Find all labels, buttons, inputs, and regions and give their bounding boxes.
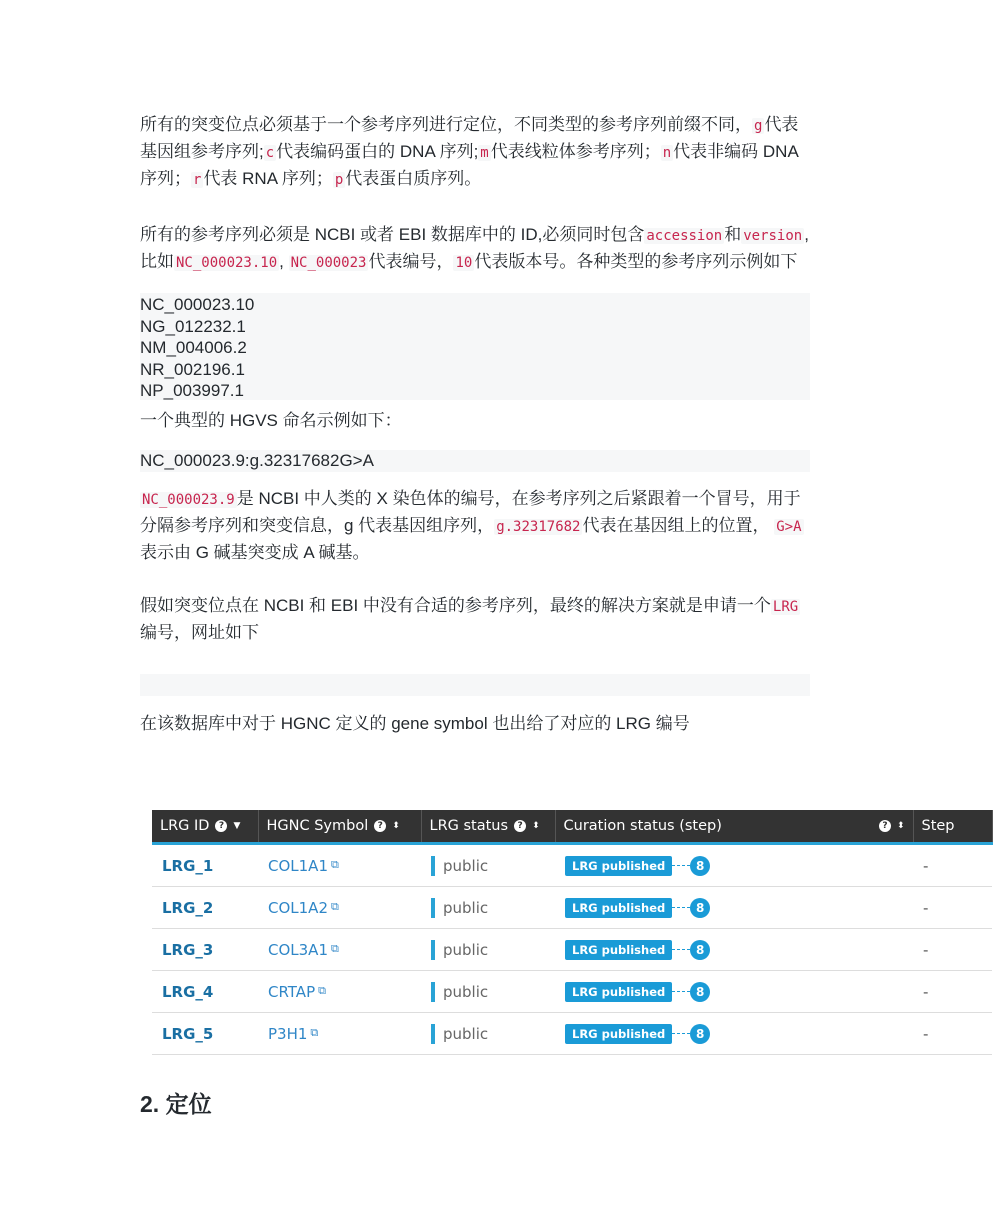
curation-badge: LRG published [565, 898, 672, 918]
status-bar [431, 898, 435, 918]
text: , [279, 252, 289, 271]
code-m: m [480, 145, 489, 161]
text: 代表非编码 DNA 序列； [140, 142, 798, 188]
code-lrg: LRG [772, 599, 799, 615]
text: 代表版本号。各种类型的参考序列示例如下 [474, 252, 798, 271]
status-bar [431, 982, 435, 1002]
connector [672, 865, 690, 866]
help-icon[interactable]: ? [514, 820, 526, 832]
step-number: 8 [690, 982, 710, 1002]
column-header-lrg-id[interactable] [152, 810, 258, 844]
code-r: r [193, 172, 202, 188]
curation-badge: LRG published [565, 1024, 672, 1044]
lrg-status: public [443, 1024, 489, 1043]
curation-badge: LRG published [565, 940, 672, 960]
sort-icon[interactable]: ⬍ [896, 821, 905, 831]
connector [672, 907, 690, 908]
column-header-hgnc-symbol[interactable] [258, 810, 421, 844]
hgnc-symbol-link[interactable]: COL1A1 [268, 856, 328, 875]
table-row [152, 844, 992, 887]
text: 所有的突变位点必须基于一个参考序列进行定位，不同类型的参考序列前缀不同， [140, 115, 752, 134]
text: 代表编码蛋白的 DNA 序列; [276, 142, 479, 161]
code-position: g.32317682 [496, 519, 581, 535]
paragraph-accession [140, 222, 810, 276]
external-link-icon[interactable]: ⧉ [331, 899, 339, 913]
hgvs-example-block [140, 450, 810, 472]
status-bar [431, 856, 435, 876]
external-link-icon[interactable]: ⧉ [310, 1025, 319, 1039]
connector [672, 991, 690, 992]
text: 代表编号， [368, 252, 454, 271]
code-c: c [265, 145, 275, 161]
text: 代表线粒体参考序列； [490, 142, 661, 161]
step-number: 8 [690, 1024, 710, 1044]
paragraph-hgnc: 在该数据库中对于 HGNC 定义的 gene symbol 也出给了对应的 LRG 编号 [140, 714, 690, 733]
curation-badge: LRG published [565, 856, 672, 876]
lrg-status: public [443, 856, 489, 875]
text: 代表在基因组上的位置， [582, 516, 770, 535]
code-mutation: G>A [776, 519, 802, 535]
sort-icon[interactable]: ⬍ [392, 821, 400, 831]
code-accession-number: NC_000023 [290, 255, 367, 271]
text: 是 NCBI 中人类的 X 染色体的编号，在参考序列之后紧跟着一个冒号，用于分隔参考序列和突变信息，g 代表基因组序列， [140, 489, 801, 535]
text: 和 [724, 225, 742, 244]
external-link-icon[interactable]: ⧉ [331, 857, 339, 871]
status-bar [431, 940, 435, 960]
step-value: - [923, 898, 929, 917]
lrg-status: public [443, 940, 489, 959]
hgnc-symbol-link[interactable]: COL3A1 [268, 940, 328, 959]
text: 所有的参考序列必须是 NCBI 或者 EBI 数据库中的 ID,必须同时包含 [140, 225, 645, 244]
lrg-id-link[interactable]: LRG_3 [162, 940, 214, 959]
sort-icon[interactable]: ⬍ [532, 821, 540, 831]
external-link-icon[interactable]: ⧉ [318, 983, 326, 997]
example-line: NR_002196.1 [140, 359, 245, 379]
lrg-status: public [443, 982, 489, 1001]
paragraph-hgvs-intro: 一个典型的 HGVS 命名示例如下： [140, 411, 402, 430]
lrg-id-link[interactable]: LRG_4 [162, 982, 214, 1001]
text: 假如突变位点在 NCBI 和 EBI 中没有合适的参考序列，最终的解决方案就是申请一个 [140, 596, 771, 615]
table-row [152, 1013, 992, 1055]
example-line: NP_003997.1 [140, 381, 244, 400]
lrg-id-link[interactable]: LRG_5 [162, 1024, 214, 1043]
lrg-status: public [443, 898, 489, 917]
curation-badge: LRG published [565, 982, 672, 1002]
url-block [140, 674, 810, 696]
code-g: g [754, 118, 763, 134]
step-number: 8 [690, 856, 710, 876]
table-header-row [152, 810, 992, 844]
text: 表示由 G 碱基突变成 A 碱基。 [140, 543, 370, 562]
code-version: version [743, 228, 803, 244]
paragraph-lrg [140, 593, 810, 645]
code-p: p [334, 172, 344, 188]
status-bar [431, 1024, 435, 1044]
code-accession: accession [646, 228, 723, 244]
lrg-id-link[interactable]: LRG_1 [162, 856, 214, 875]
example-line: NM_004006.2 [140, 338, 247, 357]
step-value: - [923, 982, 929, 1001]
lrg-table [152, 810, 993, 1055]
code-n: n [662, 145, 672, 161]
table-row [152, 929, 992, 971]
hgnc-symbol-link[interactable]: CRTAP [268, 982, 316, 1001]
table-row [152, 971, 992, 1013]
hgvs-example: NC_000023.9:g.32317682G>A [140, 451, 374, 470]
paragraph-prefixes [140, 112, 810, 193]
paragraph-hgvs-explain [140, 486, 810, 565]
table-row [152, 887, 992, 929]
header-label: Curation status (step) [563, 818, 722, 834]
header-label: Step [921, 818, 955, 834]
section-heading: 2. 定位 [140, 1091, 212, 1117]
code-example-id: NC_000023.10 [176, 255, 278, 271]
hgnc-symbol-link[interactable]: COL1A2 [268, 898, 328, 917]
code-version-number: 10 [455, 255, 473, 271]
help-icon[interactable]: ? [879, 820, 891, 832]
lrg-table-screenshot [152, 810, 955, 1055]
step-value: - [923, 1024, 929, 1043]
text: , 比如 [140, 225, 809, 271]
example-line: NG_012232.1 [140, 316, 246, 336]
header-label: HGNC Symbol [266, 818, 369, 834]
step-value: - [923, 856, 929, 875]
step-value: - [923, 940, 929, 959]
code-chromosome-id: NC_000023.9 [142, 492, 235, 508]
lrg-id-link[interactable]: LRG_2 [162, 898, 214, 917]
help-icon[interactable]: ? [215, 820, 227, 832]
external-link-icon[interactable]: ⧉ [331, 941, 339, 955]
step-number: 8 [690, 940, 710, 960]
step-number: 8 [690, 898, 710, 918]
text: 代表基因组参考序列; [140, 115, 799, 161]
help-icon[interactable]: ? [374, 820, 386, 832]
column-header-curation-status[interactable] [555, 810, 913, 844]
hgnc-symbol-link[interactable]: P3H1 [268, 1024, 308, 1043]
text: 代表 RNA 序列； [203, 169, 333, 188]
header-label: LRG ID [160, 818, 210, 834]
reference-examples-block [140, 293, 810, 400]
column-header-step[interactable] [913, 810, 992, 844]
text: 代表蛋白质序列。 [345, 169, 482, 188]
example-line: NC_000023.10 [140, 295, 255, 314]
article-body [140, 112, 810, 736]
connector [672, 949, 690, 950]
header-label: LRG status [429, 818, 509, 834]
connector [672, 1033, 690, 1034]
column-header-lrg-status[interactable] [421, 810, 555, 844]
text: 编号，网址如下 [140, 623, 259, 642]
sort-down-icon[interactable]: ▼ [233, 821, 241, 831]
